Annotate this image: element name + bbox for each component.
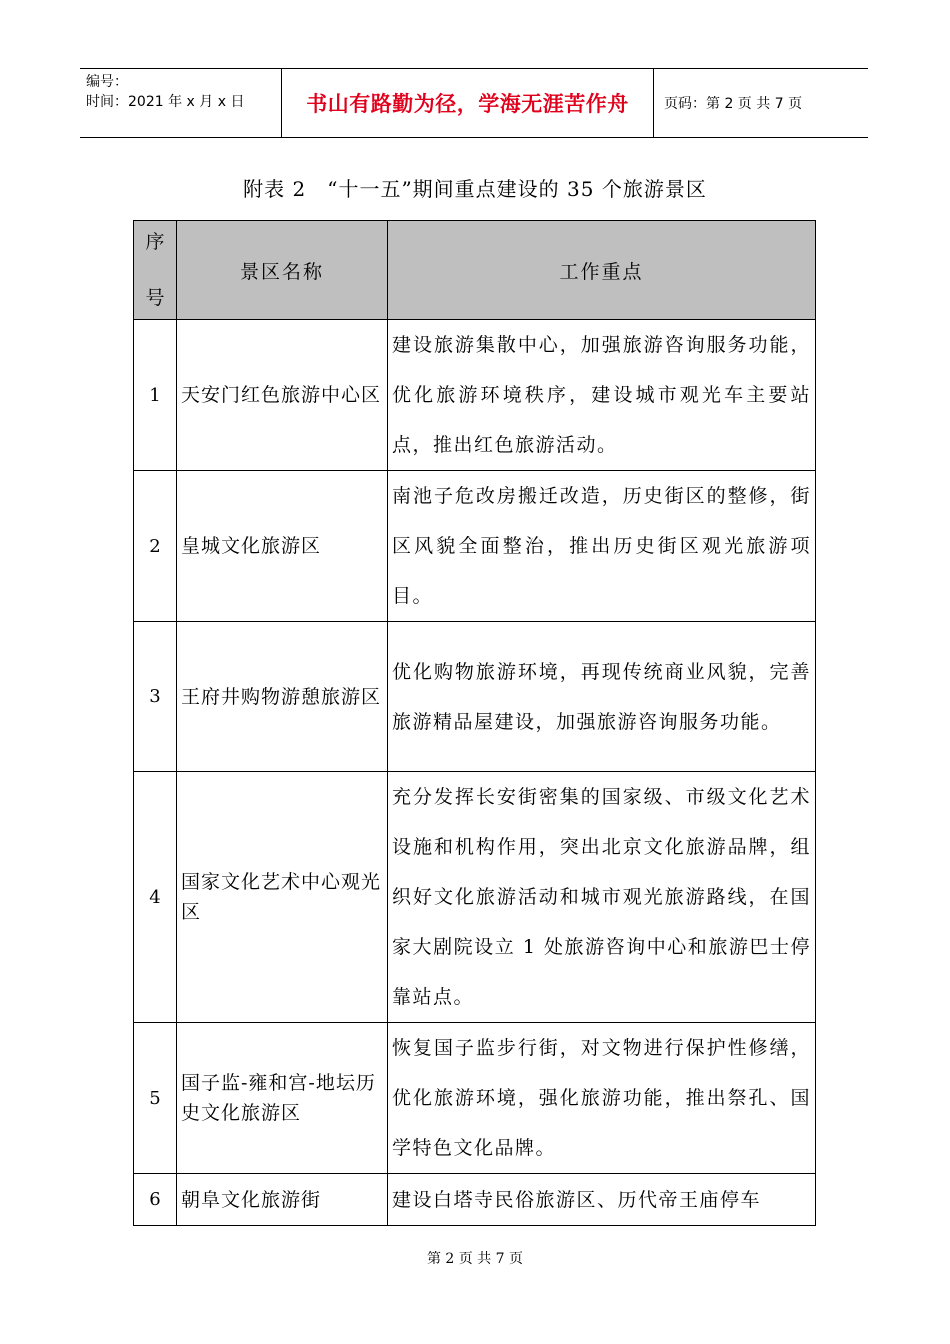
table-row	[134, 772, 816, 1023]
row-number: 1	[134, 320, 177, 471]
row-work: 恢复国子监步行街，对文物进行保护性修缮，优化旅游环境，强化旅游功能，推出祭孔、国学特色文化品牌。	[388, 1023, 816, 1174]
row-work: 充分发挥长安街密集的国家级、市级文化艺术设施和机构作用，突出北京文化旅游品牌，组织好文化旅游活动和城市观光旅游路线，在国家大剧院设立 1 处旅游咨询中心和旅游巴士停靠站点。	[388, 772, 816, 1023]
row-name: 朝阜文化旅游街	[177, 1174, 388, 1226]
table-row	[134, 1174, 816, 1226]
row-number: 5	[134, 1023, 177, 1174]
header-number: 序 号	[134, 221, 177, 320]
row-name: 国子监-雍和宫-地坛历史文化旅游区	[177, 1023, 388, 1174]
table-header-row	[134, 221, 816, 320]
header-name: 景区名称	[177, 221, 388, 320]
scenic-areas-table	[133, 220, 816, 1226]
motto-text: 书山有路勤为径，学海无涯苦作舟	[306, 92, 629, 116]
table-row	[134, 1023, 816, 1174]
row-name: 国家文化艺术中心观光区	[177, 772, 388, 1023]
row-number: 3	[134, 622, 177, 772]
date-label: 时间：2021 年 x 月 x 日	[86, 94, 245, 110]
table-row	[134, 471, 816, 622]
table-title: 附表 2 “十一五”期间重点建设的 35 个旅游景区	[243, 177, 707, 201]
header-work: 工作重点	[388, 221, 816, 320]
row-name: 天安门红色旅游中心区	[177, 320, 388, 471]
table-row	[134, 320, 816, 471]
header-motto-cell	[282, 69, 654, 137]
row-name: 皇城文化旅游区	[177, 471, 388, 622]
page-label: 页码：第 2 页 共 7 页	[664, 96, 803, 112]
row-work: 优化购物旅游环境，再现传统商业风貌，完善旅游精品屋建设，加强旅游咨询服务功能。	[388, 622, 816, 772]
serial-label: 编号：	[86, 74, 128, 90]
row-work: 建设旅游集散中心，加强旅游咨询服务功能，优化旅游环境秩序，建设城市观光车主要站点，推出红色旅游活动。	[388, 320, 816, 471]
table-row	[134, 622, 816, 772]
row-work: 南池子危改房搬迁改造，历史街区的整修，街区风貌全面整治，推出历史街区观光旅游项目。	[388, 471, 816, 622]
row-number: 4	[134, 772, 177, 1023]
row-number: 2	[134, 471, 177, 622]
row-work: 建设白塔寺民俗旅游区、历代帝王庙停车	[388, 1174, 816, 1226]
header-info-cell	[80, 69, 282, 137]
page-header	[80, 68, 868, 138]
row-number: 6	[134, 1174, 177, 1226]
row-name: 王府井购物游憩旅游区	[177, 622, 388, 772]
page-footer: 第 2 页 共 7 页	[426, 1251, 524, 1267]
header-page-cell	[654, 69, 868, 137]
